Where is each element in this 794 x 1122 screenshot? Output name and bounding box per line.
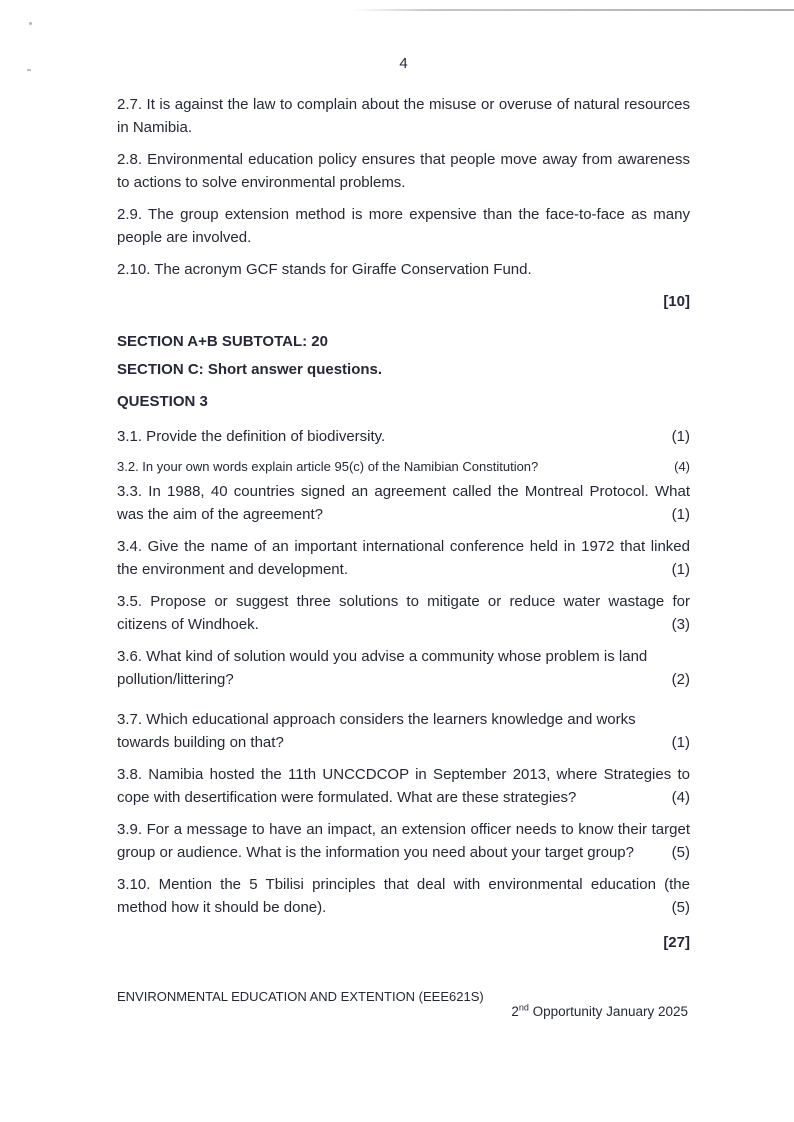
question-paragraph	[117, 818, 690, 864]
marks-badge: (4)	[671, 789, 690, 806]
question-paragraph	[117, 457, 690, 477]
marks-badge: (1)	[671, 561, 690, 578]
question-text: 3.3. In 1988, 40 countries signed an agreement called the Montreal Protocol. What was the aim of the agreement?	[117, 483, 690, 523]
section-c-heading: SECTION C: Short answer questions.	[117, 361, 383, 378]
footer-opportunity	[511, 1003, 688, 1021]
marks-badge: (5)	[671, 844, 690, 861]
question-paragraph	[117, 535, 690, 581]
question-text: 3.1. Provide the definition of biodiversity.	[117, 428, 386, 445]
question-text: 3.5. Propose or suggest three solutions to mitigate or reduce water wastage for citizens of Windhoek.	[117, 593, 690, 633]
question-3-heading: QUESTION 3	[117, 393, 208, 410]
statement-paragraph	[117, 258, 690, 281]
marks-badge: (5)	[671, 899, 690, 916]
question-text: 3.2. In your own words explain article 95(c) of the Namibian Constitution?	[117, 459, 539, 474]
statement-text: 2.9. The group extension method is more expensive than the face-to-face as many people are involved.	[117, 206, 690, 246]
question-paragraph	[117, 590, 690, 636]
marks-badge: (1)	[671, 506, 690, 523]
statement-paragraph	[117, 148, 690, 194]
subtotal-heading: SECTION A+B SUBTOTAL: 20	[117, 333, 328, 350]
question-text: 3.10. Mention the 5 Tbilisi principles that deal with environmental education (the method how it should be done).	[117, 876, 690, 916]
marks-badge: (2)	[671, 671, 690, 688]
footer-opportunity-number: 2	[511, 1004, 519, 1019]
question-paragraph	[117, 873, 690, 919]
question-text: 3.4. Give the name of an important international conference held in 1972 that linked the environment and development.	[117, 538, 690, 578]
question-paragraph	[117, 425, 690, 448]
true-false-statements	[117, 93, 690, 281]
statement-text: 2.10. The acronym GCF stands for Giraffe Conservation Fund.	[117, 261, 532, 278]
question-text: 3.9. For a message to have an impact, an extension officer needs to know their target group or audience. What is the information you need about your target group?	[117, 821, 690, 861]
question-paragraph	[117, 480, 690, 526]
question-paragraph	[117, 763, 690, 809]
question-text: 3.8. Namibia hosted the 11th UNCCDCOP in September 2013, where Strategies to cope with desertification were formulated. What are these strategies?	[117, 766, 690, 806]
marks-badge: (3)	[671, 616, 690, 633]
statement-text: 2.7. It is against the law to complain about the misuse or overuse of natural resources in Namibia.	[117, 96, 690, 136]
question-text: 3.7. Which educational approach considers the learners knowledge and works towards building on that?	[117, 711, 636, 751]
footer-opportunity-text: Opportunity January 2025	[528, 1004, 688, 1019]
marks-badge: (1)	[671, 734, 690, 751]
marks-badge: (1)	[671, 428, 690, 445]
scan-speck	[27, 69, 31, 71]
question-paragraph	[117, 645, 690, 691]
statement-text: 2.8. Environmental education policy ensures that people move away from awareness to actions to solve environmental problems.	[117, 151, 690, 191]
statement-paragraph	[117, 93, 690, 139]
question-paragraph	[117, 708, 690, 754]
section-b-total: [10]	[663, 293, 690, 310]
footer-opportunity-ordinal: nd	[518, 1002, 529, 1013]
scan-speck	[29, 22, 32, 25]
page-number: 4	[399, 55, 408, 72]
statement-paragraph	[117, 203, 690, 249]
question-text: 3.6. What kind of solution would you advise a community whose problem is land pollution/littering?	[117, 648, 648, 688]
marks-badge: (4)	[674, 459, 690, 474]
question-3-total: [27]	[663, 934, 690, 951]
footer-course-title: ENVIRONMENTAL EDUCATION AND EXTENTION (EEE621S)	[117, 989, 484, 1004]
page-content	[117, 0, 690, 954]
short-answer-questions	[117, 425, 690, 919]
